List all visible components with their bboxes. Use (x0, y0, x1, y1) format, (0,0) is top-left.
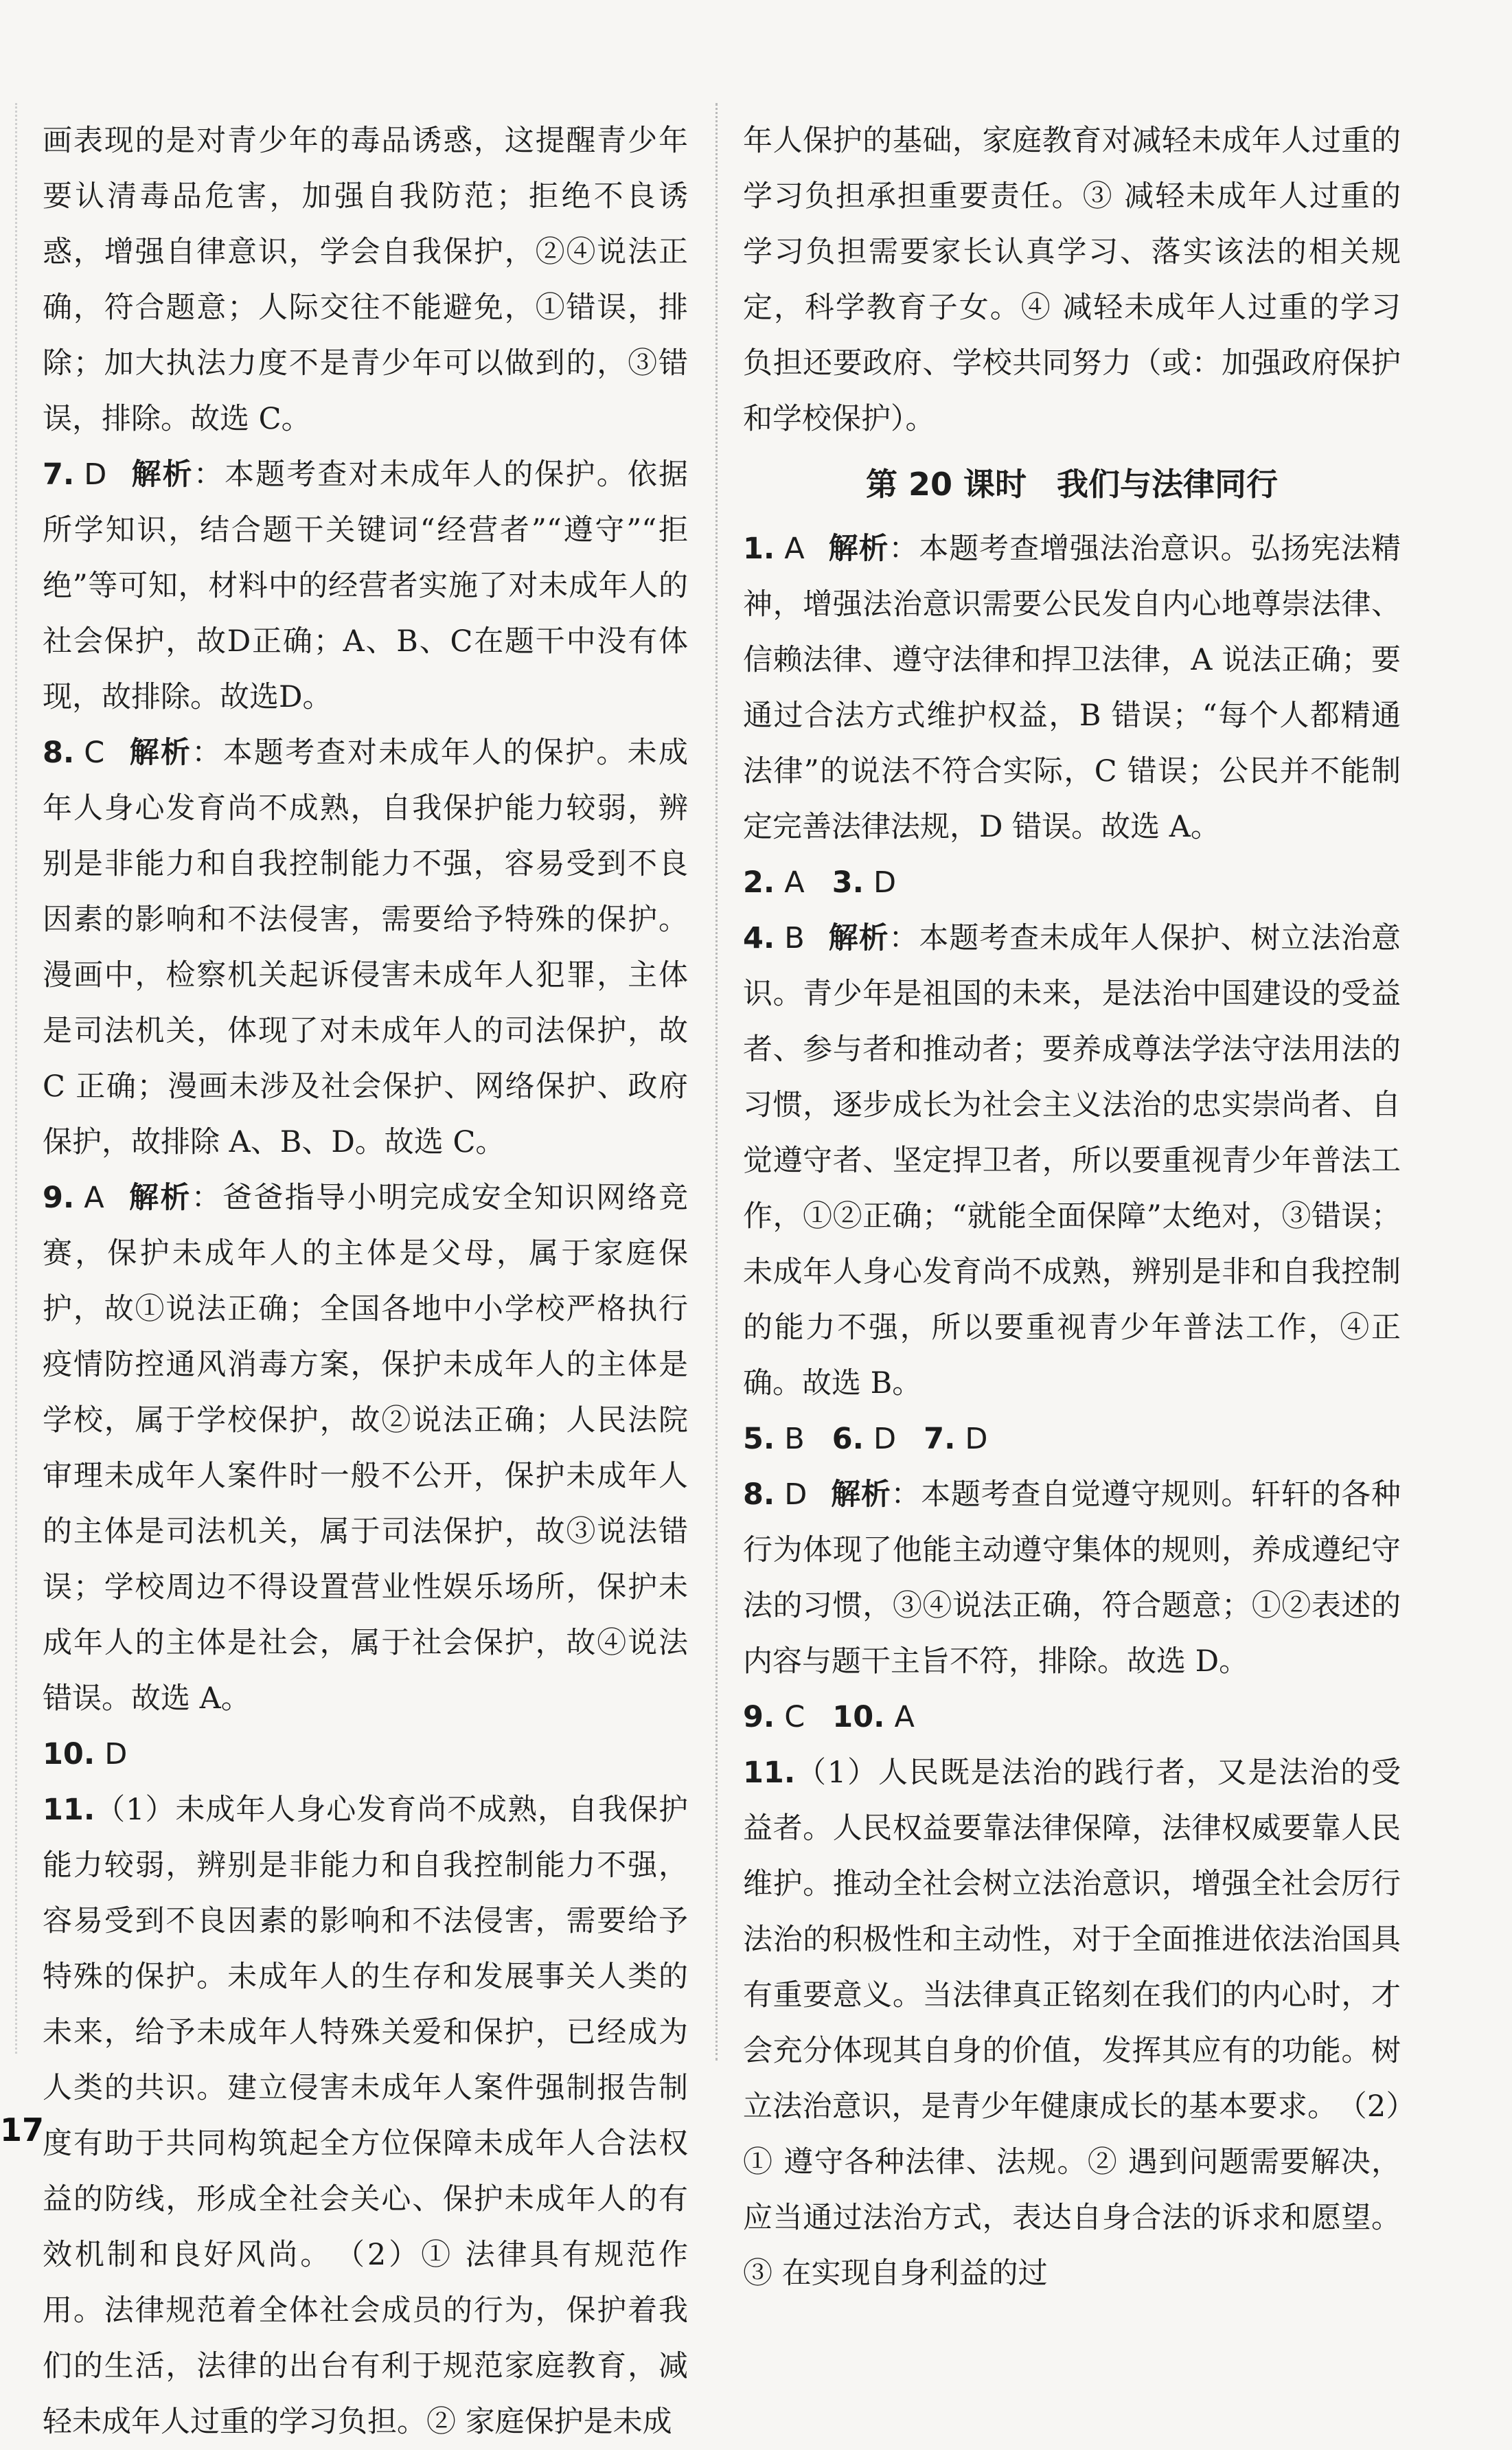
left-question-8 (43, 725, 688, 1170)
question-number: 7. (43, 457, 75, 492)
question-number: 7. (924, 1422, 956, 1456)
analysis-tag: 解析 (128, 736, 192, 770)
analysis-tag: 解析 (827, 532, 889, 566)
answer-letter: A (84, 1181, 104, 1215)
answer-letter: D (873, 1422, 897, 1456)
answer-letter: B (784, 921, 805, 955)
answer-letter: B (784, 1422, 805, 1456)
right-column (743, 113, 1401, 2302)
question-number: 10. (832, 1700, 885, 1734)
question-number: 11. (43, 1793, 95, 1827)
question-number: 11. (743, 1756, 796, 1790)
question-number: 5. (743, 1422, 775, 1456)
left-question-9 (43, 1170, 688, 1727)
right-questions-9-10 (743, 1690, 1401, 1745)
left-question-10 (43, 1727, 688, 1782)
question-number: 2. (743, 865, 775, 900)
right-question-4 (743, 911, 1401, 1411)
analysis-tag: 解析 (130, 457, 194, 492)
question-number: 6. (832, 1422, 864, 1456)
right-question-1 (743, 521, 1401, 855)
section-title (743, 447, 1401, 521)
right-questions-5-7 (743, 1411, 1401, 1467)
question-number: 1. (743, 532, 775, 566)
question-number: 8. (43, 736, 75, 770)
question-number: 4. (743, 921, 775, 955)
left-question-7 (43, 447, 688, 725)
lesson-name: 我们与法律同行 (1057, 466, 1279, 503)
answer-letter: A (784, 865, 805, 900)
answer-letter: D (965, 1422, 988, 1456)
analysis-text: ：本题考查对未成年人的保护。未成年人身心发育尚不成熟，自我保护能力较弱，辨别是非能力和自我控制能力不强，容易受到不良因素的影响和不法侵害，需要给予特殊的保护。漫画中，检察机关起诉侵害未成年人犯罪，主体是司法机关，体现了对未成年人的司法保护，故 C 正确；漫画未涉及社会保护、网络保护、政府保护，故排除 A、B、D。故选 C。 (43, 736, 689, 1159)
answer-letter: D (873, 865, 897, 900)
answer-letter: D (84, 457, 107, 492)
lesson-number: 第 20 课时 (865, 466, 1027, 503)
question-number: 9. (43, 1181, 75, 1215)
analysis-text: ：本题考查增强法治意识。弘扬宪法精神，增强法治意识需要公民发自内心地尊崇法律、信赖法律、遵守法律和捍卫法律，A 说法正确；要通过合法方式维护权益，B 错误；“每个人都精通法律”的说法不符合实际，C 错误；公民并不能制定完善法律法规，D 错误。故选 A。 (743, 532, 1401, 844)
right-question-11 (743, 1745, 1401, 2302)
left-question-11 (43, 1782, 688, 2450)
question-number: 9. (743, 1700, 775, 1734)
page-number: 17 (0, 2111, 45, 2148)
column-divider (715, 103, 718, 2061)
left-column (43, 113, 688, 2450)
answer-letter: C (784, 1700, 805, 1734)
analysis-tag: 解析 (127, 1181, 192, 1215)
analysis-tag: 解析 (830, 1477, 891, 1512)
answer-text: （1）未成年人身心发育尚不成熟，自我保护能力较弱，辨别是非能力和自我控制能力不强，容易受到不良因素的影响和不法侵害，需要给予特殊的保护。未成年人的生存和发展事关人类的未来，给予未成年人特殊关爱和保护，已经成为人类的共识。建立侵害未成年人案件强制报告制度有助于共同构筑起全方位保障未成年人合法权益的防线，形成全社会关心、保护未成年人的有效机制和良好风尚。 （2）① 法律具有规范作用。法律规范着全体社会成员的行为，保护着我们的生活，法律的出台有利于规范家庭教育，减轻未成年人过重的学习负担。② 家庭保护是未成 (43, 1793, 688, 2439)
answer-letter: C (84, 736, 105, 770)
question-number: 8. (743, 1477, 775, 1512)
right-questions-2-3 (743, 855, 1401, 911)
left-intro-text: 画表现的是对青少年的毒品诱惑，这提醒青少年要认清毒品危害，加强自我防范；拒绝不良诱惑，增强自律意识，学会自我保护，②④说法正确，符合题意；人际交往不能避免，①错误，排除；加大执法力度不是青少年可以做到的，③错误，排除。故选 C。 (43, 124, 688, 436)
analysis-text: ：爸爸指导小明完成安全知识网络竞赛，保护未成年人的主体是父母，属于家庭保护，故①说法正确；全国各地中小学校严格执行疫情防控通风消毒方案，保护未成年人的主体是学校，属于学校保护，故②说法正确；人民法院审理未成年人案件时一般不公开，保护未成年人的主体是司法机关，属于司法保护，故③说法错误；学校周边不得设置营业性娱乐场所，保护未成年人的主体是社会，属于社会保护，故④说法错误。故选 A。 (43, 1181, 689, 1716)
question-number: 10. (43, 1737, 95, 1771)
analysis-text: ：本题考查自觉遵守规则。轩轩的各种行为体现了他能主动遵守集体的规则，养成遵纪守法的习惯，③④说法正确，符合题意；①②表述的内容与题干主旨不符，排除。故选 D。 (743, 1477, 1401, 1679)
analysis-tag: 解析 (827, 921, 889, 955)
answer-letter: A (784, 532, 805, 566)
analysis-text: ：本题考查未成年人保护、树立法治意识。青少年是祖国的未来，是法治中国建设的受益者、参与者和推动者；要养成尊法学法守法用法的习惯，逐步成长为社会主义法治的忠实崇尚者、自觉遵守者、坚定捍卫者，所以要重视青少年普法工作，①②正确；“就能全面保障”太绝对，③错误；未成年人身心发育尚不成熟，辨别是非和自我控制的能力不强，所以要重视青少年普法工作，④正确。故选 B。 (743, 921, 1401, 1400)
analysis-text: ：本题考查对未成年人的保护。依据所学知识，结合题干关键词“经营者”“遵守”“拒绝”等可知，材料中的经营者实施了对未成年人的社会保护，故D正确；A、B、C在题干中没有体现，故排除。故选D。 (43, 457, 689, 714)
right-continuation-text: 年人保护的基础，家庭教育对减轻未成年人过重的学习负担承担重要责任。③ 减轻未成年人过重的学习负担需要家长认真学习、落实该法的相关规定，科学教育子女。④ 减轻未成年人过重的学习负担还要政府、学校共同努力（或：加强政府保护和学校保护）。 (743, 124, 1401, 436)
question-number: 3. (832, 865, 864, 900)
right-question-8 (743, 1467, 1401, 1690)
answer-letter: A (894, 1700, 915, 1734)
answer-letter: D (104, 1737, 128, 1771)
binding-margin-line (15, 103, 17, 2054)
answer-text: （1）人民既是法治的践行者，又是法治的受益者。人民权益要靠法律保障，法律权威要靠人民维护。推动全社会树立法治意识，增强全社会厉行法治的积极性和主动性，对于全面推进依法治国具有重要意义。当法律真正铭刻在我们的内心时，才会充分体现其自身的价值，发挥其应有的功能。树立法治意识，是青少年健康成长的基本要求。 （2）① 遵守各种法律、法规。② 遇到问题需要解决，应当通过法治方式，表达自身合法的诉求和愿望。③ 在实现自身利益的过 (743, 1756, 1401, 2291)
answer-letter: D (784, 1477, 807, 1512)
